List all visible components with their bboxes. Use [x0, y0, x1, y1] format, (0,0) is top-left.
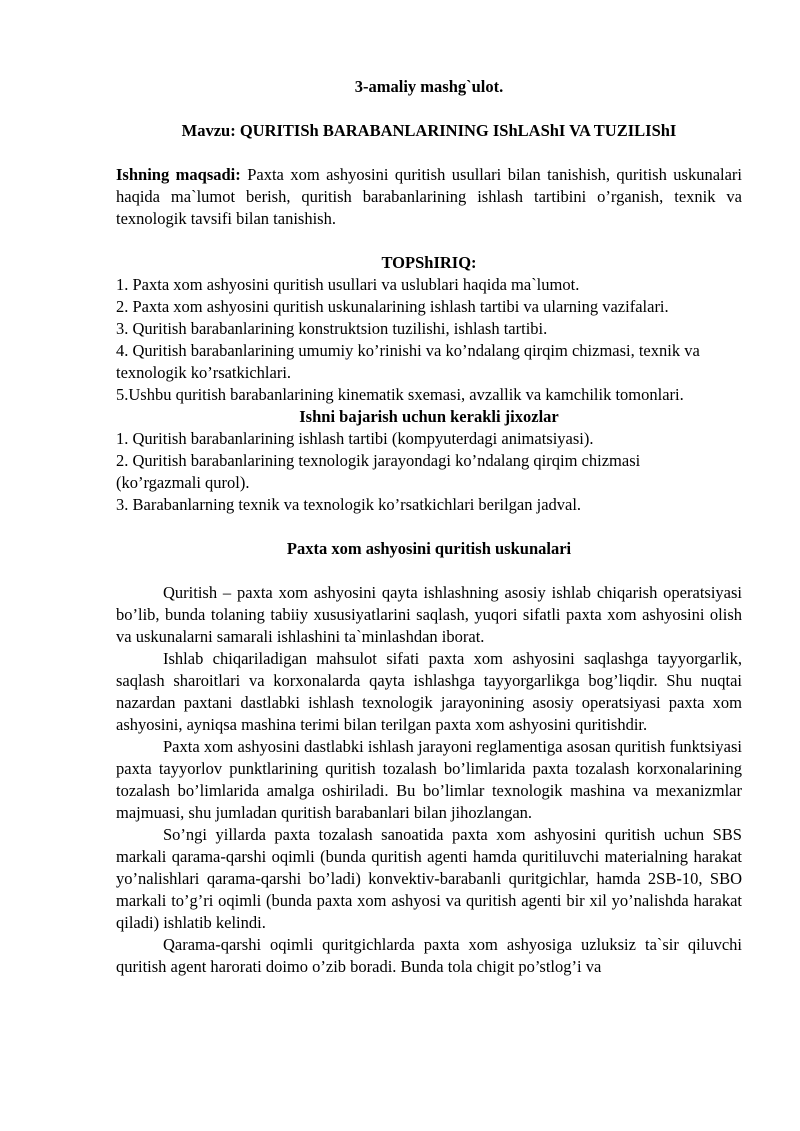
goal-label: Ishning maqsadi: — [116, 165, 241, 184]
tool-item-1: 1. Quritish barabanlarining ishlash tartibi (kompyuterdagi animatsiyasi). — [116, 429, 594, 448]
topic-title: Mavzu: QURITISh BARABANLARINING IShLAShI VA TUZILIShI — [181, 121, 677, 140]
spacer — [116, 560, 742, 582]
section-heading: Paxta xom ashyosini quritish uskunalari — [286, 539, 572, 558]
body-paragraph-1: Quritish – paxta xom ashyosini qayta ishlashning asosiy ishlab chiqarish operatsiyasi bo’lib, bunda tolaning tabiiy xususiyatlarini saqlash, yuqori sifatli paxta xom ashyosini olish va uskunalarni samarali ishlashini ta`minlashdan iborat. — [116, 583, 742, 646]
task-item-1: 1. Paxta xom ashyosini quritish usullari va uslublari haqida ma`lumot. — [116, 275, 580, 294]
tool-item-2: 2. Quritish barabanlarining texnologik jarayondagi ko’ndalang qirqim chizmasi (ko’rgazmali qurol). — [116, 451, 641, 492]
goal-paragraph — [116, 164, 742, 230]
lesson-title: 3-amaliy mashg`ulot. — [354, 77, 504, 96]
spacer — [116, 230, 742, 252]
task-item-4: 4. Quritish barabanlarining umumiy ko’rinishi va ko’ndalang qirqim chizmasi, texnik va texnologik ko’rsatkichlari. — [116, 341, 700, 382]
tool-item-3: 3. Barabanlarning texnik va texnologik ko’rsatkichlari berilgan jadval. — [116, 495, 582, 514]
goal-text: Paxta xom ashyosini quritish usullari bilan tanishish, quritish uskunalari haqida ma`lumot berish, quritish barabanlarining ishlash tartibini o’rganish, texnik va texnologik tavsifi bilan tanishish. — [116, 165, 743, 228]
task-item-5: 5.Ushbu quritish barabanlarining kinematik sxemasi, avzallik va kamchilik tomonlari. — [116, 385, 684, 404]
spacer — [116, 516, 742, 538]
spacer — [116, 142, 742, 164]
task-item-3: 3. Quritish barabanlarining konstruktsion tuzilishi, ishlash tartibi. — [116, 319, 548, 338]
spacer — [116, 98, 742, 120]
body-paragraph-4: So’ngi yillarda paxta tozalash sanoatida paxta xom ashyosini quritish uchun SBS markali qarama-qarshi oqimli (bunda quritish agenti hamda quritiluvchi materialning harakat yo’nalishlari qarama-qarshi bo’ladi) konvektiv-barabanli quritgichlar, hamda 2SB-10, SBO markali to’g’ri oqimli (bunda paxta xom ashyosi va quritish agenti bir xil yo’nalishda harakat qiladi) ishlatib kelindi. — [116, 825, 742, 932]
body-paragraph-5: Qarama-qarshi oqimli quritgichlarda paxta xom ashyosiga uzluksiz ta`sir qiluvchi quritish agent harorati doimo o’zib boradi. Bunda tola chigit po’stlog’i va — [116, 935, 742, 976]
body-paragraph-2: Ishlab chiqariladigan mahsulot sifati paxta xom ashyosini saqlashga tayyorgarlik, saqlash sharoitlari va korxonalarda qayta ishlashga tayyorgarlikga bog’liqdir. Shu nuqtai nazardan paxtani dastlabki ishlash texnologik jarayonining asosiy operatsiyasi paxta xom ashyosini, ayniqsa mashina terimi bilan terilgan paxta xom ashyosini quritishdir. — [116, 649, 742, 734]
tools-heading: Ishni bajarish uchun kerakli jixozlar — [299, 407, 559, 426]
document-page — [116, 76, 742, 978]
body-paragraph-3: Paxta xom ashyosini dastlabki ishlash jarayoni reglamentiga asosan quritish funktsiyasi paxta tayyorlov punktlarining quritish tozalash bo’limlarida paxta tozalash korxonalarining tozalash bo’limlarida amalga oshiriladi. Bu bo’limlar texnologik mashina va mexanizmlar majmuasi, shu jumladan quritish barabanlari bilan jihozlangan. — [116, 737, 742, 822]
tasks-heading: TOPShIRIQ: — [381, 253, 477, 272]
task-item-2: 2. Paxta xom ashyosini quritish uskunalarining ishlash tartibi va ularning vazifalari. — [116, 297, 669, 316]
